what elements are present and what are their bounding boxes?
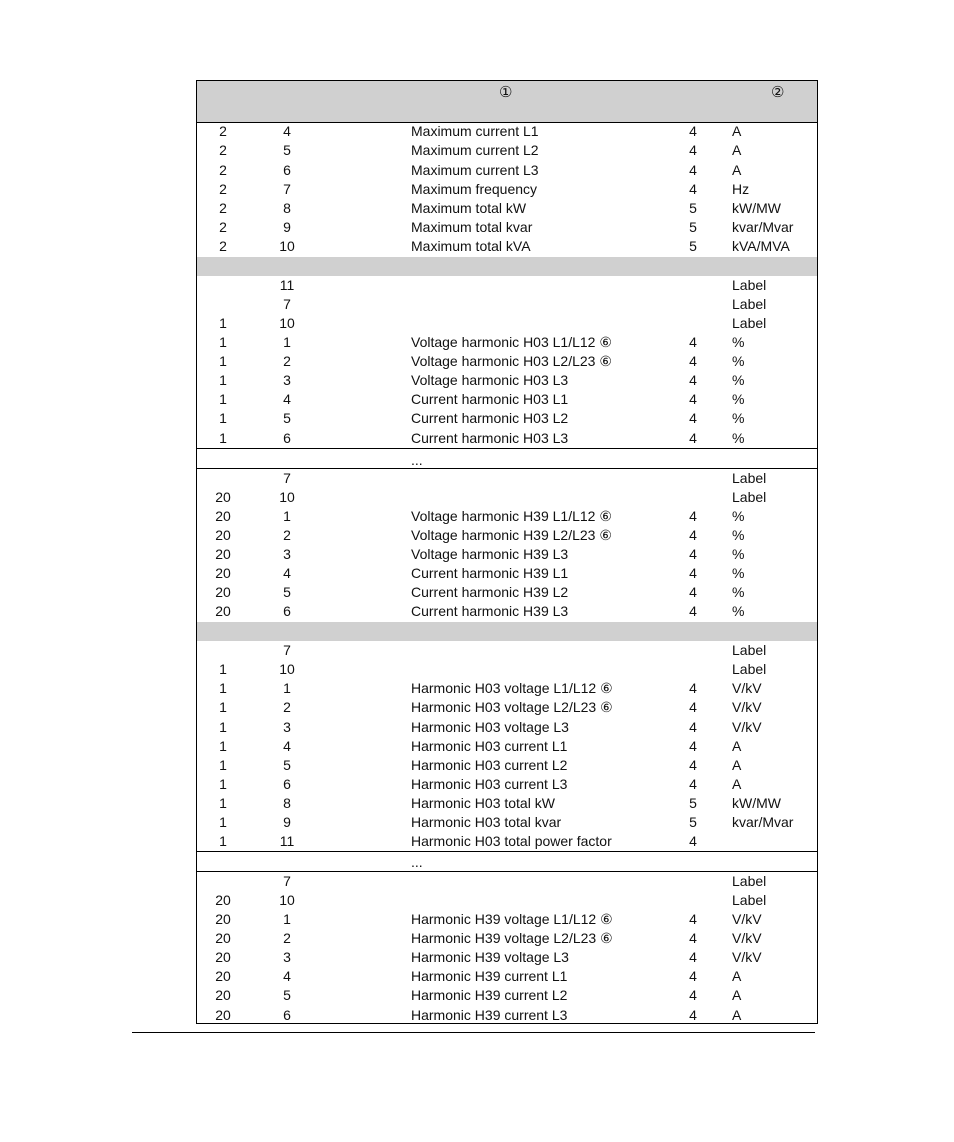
cell-size: 4 <box>689 391 697 407</box>
cell-description: Maximum total kVA <box>411 238 531 254</box>
table-row <box>197 602 817 621</box>
cell-size: 4 <box>689 527 697 543</box>
cell-group: 20 <box>215 930 231 946</box>
table-row <box>197 237 817 256</box>
table-row <box>197 429 817 448</box>
table-row <box>197 929 817 948</box>
cell-index: 6 <box>283 1007 291 1023</box>
cell-description: Current harmonic H03 L3 <box>411 430 569 446</box>
cell-unit: V/kV <box>732 949 762 965</box>
table-row <box>197 718 817 737</box>
cell-index: 10 <box>279 661 295 677</box>
cell-size: 4 <box>689 181 697 197</box>
cell-index: 10 <box>279 489 295 505</box>
cell-unit: A <box>732 738 742 754</box>
cell-unit: % <box>732 430 745 446</box>
cell-group: 20 <box>215 546 231 562</box>
cell-size: 4 <box>689 546 697 562</box>
cell-size: 4 <box>689 738 697 754</box>
cell-index: 7 <box>283 181 291 197</box>
cell-unit: Hz <box>732 181 750 197</box>
cell-description: Harmonic H03 voltage L3 <box>411 719 569 735</box>
register-table <box>196 80 818 1024</box>
cell-index: 9 <box>283 219 291 235</box>
table-header <box>197 81 817 123</box>
cell-size: 4 <box>689 603 697 619</box>
table-row <box>197 451 817 470</box>
table-row <box>197 1006 817 1025</box>
cell-unit: Label <box>732 277 767 293</box>
cell-group: 20 <box>215 949 231 965</box>
cell-description: Harmonic H03 current L3 <box>411 776 568 792</box>
cell-description: ... <box>411 854 423 870</box>
cell-description: Harmonic H39 voltage L3 <box>411 949 569 965</box>
cell-size: 4 <box>689 930 697 946</box>
cell-unit: % <box>732 603 745 619</box>
cell-unit: % <box>732 372 745 388</box>
cell-index: 7 <box>283 296 291 312</box>
cell-size: 4 <box>689 680 697 696</box>
section-band <box>197 257 817 276</box>
cell-index: 4 <box>283 565 291 581</box>
cell-unit: kvar/Mvar <box>732 814 794 830</box>
cell-size: 4 <box>689 776 697 792</box>
table-row <box>197 161 817 180</box>
table-row <box>197 352 817 371</box>
cell-group: 20 <box>215 911 231 927</box>
cell-group: 20 <box>215 565 231 581</box>
header-footnote-1: ① <box>499 84 513 101</box>
cell-index: 4 <box>283 968 291 984</box>
cell-group: 20 <box>215 489 231 505</box>
cell-size: 4 <box>689 410 697 426</box>
cell-description: Voltage harmonic H03 L2/L23 ⑥ <box>411 353 612 369</box>
cell-size: 4 <box>689 833 697 849</box>
cell-group: 1 <box>219 315 227 331</box>
table-row <box>197 872 817 891</box>
cell-unit: V/kV <box>732 930 762 946</box>
cell-group: 20 <box>215 892 231 908</box>
cell-size: 4 <box>689 372 697 388</box>
cell-group: 2 <box>219 162 227 178</box>
table-row <box>197 813 817 832</box>
cell-group: 1 <box>219 757 227 773</box>
table-row <box>197 276 817 295</box>
cell-index: 8 <box>283 795 291 811</box>
table-row <box>197 526 817 545</box>
cell-description: Voltage harmonic H03 L3 <box>411 372 569 388</box>
cell-group: 1 <box>219 353 227 369</box>
cell-group: 1 <box>219 776 227 792</box>
table-row <box>197 488 817 507</box>
cell-index: 2 <box>283 930 291 946</box>
cell-index: 11 <box>279 833 295 849</box>
cell-description: Harmonic H03 current L2 <box>411 757 568 773</box>
cell-size: 4 <box>689 430 697 446</box>
section-band <box>197 622 817 641</box>
cell-group: 20 <box>215 968 231 984</box>
cell-description: Harmonic H03 total power factor <box>411 833 612 849</box>
cell-description: Maximum frequency <box>411 181 538 197</box>
cell-unit: % <box>732 334 745 350</box>
cell-index: 7 <box>283 642 291 658</box>
cell-unit: % <box>732 527 745 543</box>
cell-size: 4 <box>689 911 697 927</box>
cell-group: 20 <box>215 584 231 600</box>
cell-group: 1 <box>219 814 227 830</box>
cell-unit: V/kV <box>732 699 762 715</box>
cell-unit: % <box>732 391 745 407</box>
table-row <box>197 967 817 986</box>
cell-index: 1 <box>283 911 291 927</box>
cell-unit: Label <box>732 489 767 505</box>
cell-size: 5 <box>689 795 697 811</box>
cell-size: 4 <box>689 353 697 369</box>
table-row <box>197 371 817 390</box>
cell-description: Maximum current L1 <box>411 123 539 139</box>
cell-group: 20 <box>215 987 231 1003</box>
cell-unit: Label <box>732 470 767 486</box>
cell-index: 5 <box>283 142 291 158</box>
table-row <box>197 545 817 564</box>
table-row <box>197 891 817 910</box>
cell-unit: V/kV <box>732 680 762 696</box>
divider <box>197 448 817 449</box>
cell-index: 1 <box>283 680 291 696</box>
cell-group: 1 <box>219 699 227 715</box>
cell-group: 2 <box>219 142 227 158</box>
cell-index: 5 <box>283 584 291 600</box>
cell-group: 1 <box>219 334 227 350</box>
cell-unit: V/kV <box>732 911 762 927</box>
cell-unit: Label <box>732 315 767 331</box>
cell-group: 2 <box>219 219 227 235</box>
cell-description: Harmonic H39 voltage L1/L12 ⑥ <box>411 911 613 927</box>
cell-size: 4 <box>689 508 697 524</box>
cell-index: 1 <box>283 334 291 350</box>
cell-description: Maximum total kW <box>411 200 527 216</box>
cell-unit: A <box>732 776 742 792</box>
cell-size: 4 <box>689 584 697 600</box>
table-row <box>197 564 817 583</box>
cell-size: 4 <box>689 699 697 715</box>
cell-index: 11 <box>279 277 295 293</box>
cell-description: Harmonic H39 current L3 <box>411 1007 568 1023</box>
cell-unit: Label <box>732 661 767 677</box>
cell-size: 4 <box>689 565 697 581</box>
cell-index: 4 <box>283 738 291 754</box>
cell-index: 3 <box>283 949 291 965</box>
cell-group: 2 <box>219 200 227 216</box>
cell-group: 1 <box>219 661 227 677</box>
cell-index: 3 <box>283 372 291 388</box>
cell-size: 4 <box>689 162 697 178</box>
table-row <box>197 986 817 1005</box>
cell-unit: % <box>732 353 745 369</box>
cell-unit: % <box>732 546 745 562</box>
table-row <box>197 756 817 775</box>
cell-description: Harmonic H03 voltage L2/L23 ⑥ <box>411 699 613 715</box>
cell-index: 10 <box>279 238 295 254</box>
footer-rule <box>132 1032 815 1033</box>
cell-description: Voltage harmonic H03 L1/L12 ⑥ <box>411 334 612 350</box>
cell-group: 1 <box>219 410 227 426</box>
cell-index: 10 <box>279 892 295 908</box>
cell-size: 4 <box>689 123 697 139</box>
table-row <box>197 141 817 160</box>
cell-description: Maximum current L3 <box>411 162 539 178</box>
cell-size: 5 <box>689 238 697 254</box>
cell-index: 7 <box>283 873 291 889</box>
cell-size: 4 <box>689 142 697 158</box>
cell-unit: V/kV <box>732 719 762 735</box>
cell-index: 1 <box>283 508 291 524</box>
cell-size: 4 <box>689 987 697 1003</box>
cell-unit: A <box>732 123 742 139</box>
cell-unit: A <box>732 1007 742 1023</box>
cell-description: Current harmonic H39 L3 <box>411 603 569 619</box>
table-row <box>197 409 817 428</box>
cell-index: 5 <box>283 410 291 426</box>
cell-size: 5 <box>689 200 697 216</box>
table-row <box>197 794 817 813</box>
table-row <box>197 948 817 967</box>
cell-index: 2 <box>283 527 291 543</box>
cell-description: Harmonic H03 current L1 <box>411 738 568 754</box>
cell-group: 20 <box>215 508 231 524</box>
cell-group: 1 <box>219 738 227 754</box>
cell-description: Voltage harmonic H39 L1/L12 ⑥ <box>411 508 612 524</box>
cell-index: 7 <box>283 470 291 486</box>
table-row <box>197 698 817 717</box>
cell-index: 4 <box>283 123 291 139</box>
cell-unit: Label <box>732 642 767 658</box>
cell-group: 2 <box>219 181 227 197</box>
cell-group: 1 <box>219 680 227 696</box>
cell-unit: % <box>732 410 745 426</box>
cell-size: 4 <box>689 968 697 984</box>
cell-unit: A <box>732 968 742 984</box>
cell-description: Harmonic H03 voltage L1/L12 ⑥ <box>411 680 613 696</box>
cell-description: Current harmonic H03 L2 <box>411 410 569 426</box>
table-row <box>197 390 817 409</box>
cell-group: 1 <box>219 795 227 811</box>
cell-unit: Label <box>732 296 767 312</box>
cell-index: 3 <box>283 719 291 735</box>
table-row <box>197 507 817 526</box>
cell-group: 2 <box>219 123 227 139</box>
cell-group: 2 <box>219 238 227 254</box>
cell-index: 2 <box>283 353 291 369</box>
cell-group: 1 <box>219 719 227 735</box>
table-row <box>197 583 817 602</box>
cell-unit: A <box>732 757 742 773</box>
cell-size: 5 <box>689 814 697 830</box>
cell-group: 20 <box>215 1007 231 1023</box>
cell-description: Harmonic H03 total kW <box>411 795 555 811</box>
cell-unit: A <box>732 142 742 158</box>
cell-description: Current harmonic H03 L1 <box>411 391 569 407</box>
cell-index: 5 <box>283 987 291 1003</box>
table-row <box>197 199 817 218</box>
cell-unit: kVA/MVA <box>732 238 790 254</box>
cell-description: Maximum total kvar <box>411 219 533 235</box>
divider <box>197 851 817 852</box>
cell-index: 10 <box>279 315 295 331</box>
cell-group: 1 <box>219 430 227 446</box>
cell-unit: A <box>732 987 742 1003</box>
cell-index: 4 <box>283 391 291 407</box>
cell-description: Harmonic H39 current L2 <box>411 987 568 1003</box>
table-row <box>197 775 817 794</box>
cell-group: 1 <box>219 833 227 849</box>
cell-unit: % <box>732 584 745 600</box>
cell-group: 1 <box>219 391 227 407</box>
cell-description: Harmonic H39 voltage L2/L23 ⑥ <box>411 930 613 946</box>
cell-index: 5 <box>283 757 291 773</box>
cell-unit: % <box>732 508 745 524</box>
cell-index: 3 <box>283 546 291 562</box>
cell-size: 4 <box>689 334 697 350</box>
cell-description: Current harmonic H39 L2 <box>411 584 569 600</box>
table-row <box>197 122 817 141</box>
table-row <box>197 737 817 756</box>
cell-index: 2 <box>283 699 291 715</box>
cell-size: 4 <box>689 1007 697 1023</box>
cell-index: 9 <box>283 814 291 830</box>
cell-group: 1 <box>219 372 227 388</box>
table-row <box>197 832 817 851</box>
table-row <box>197 180 817 199</box>
table-row <box>197 679 817 698</box>
cell-index: 6 <box>283 776 291 792</box>
cell-description: Voltage harmonic H39 L2/L23 ⑥ <box>411 527 612 543</box>
cell-group: 20 <box>215 527 231 543</box>
cell-description: Maximum current L2 <box>411 142 539 158</box>
table-row <box>197 641 817 660</box>
header-footnote-2: ② <box>771 84 785 101</box>
table-row <box>197 469 817 488</box>
cell-description: Current harmonic H39 L1 <box>411 565 569 581</box>
table-row <box>197 218 817 237</box>
table-row <box>197 295 817 314</box>
cell-index: 6 <box>283 603 291 619</box>
cell-unit: kW/MW <box>732 795 781 811</box>
cell-description: Harmonic H39 current L1 <box>411 968 568 984</box>
cell-index: 8 <box>283 200 291 216</box>
table-row <box>197 333 817 352</box>
cell-unit: Label <box>732 873 767 889</box>
table-row <box>197 660 817 679</box>
cell-description: ... <box>411 452 423 468</box>
table-row <box>197 910 817 929</box>
table-row <box>197 853 817 872</box>
cell-size: 4 <box>689 757 697 773</box>
cell-size: 4 <box>689 719 697 735</box>
cell-index: 6 <box>283 430 291 446</box>
cell-size: 5 <box>689 219 697 235</box>
cell-unit: Label <box>732 892 767 908</box>
cell-unit: A <box>732 162 742 178</box>
table-row <box>197 314 817 333</box>
cell-group: 20 <box>215 603 231 619</box>
cell-index: 6 <box>283 162 291 178</box>
cell-unit: kvar/Mvar <box>732 219 794 235</box>
cell-description: Voltage harmonic H39 L3 <box>411 546 569 562</box>
cell-description: Harmonic H03 total kvar <box>411 814 562 830</box>
cell-unit: % <box>732 565 745 581</box>
cell-unit: kW/MW <box>732 200 781 216</box>
cell-size: 4 <box>689 949 697 965</box>
